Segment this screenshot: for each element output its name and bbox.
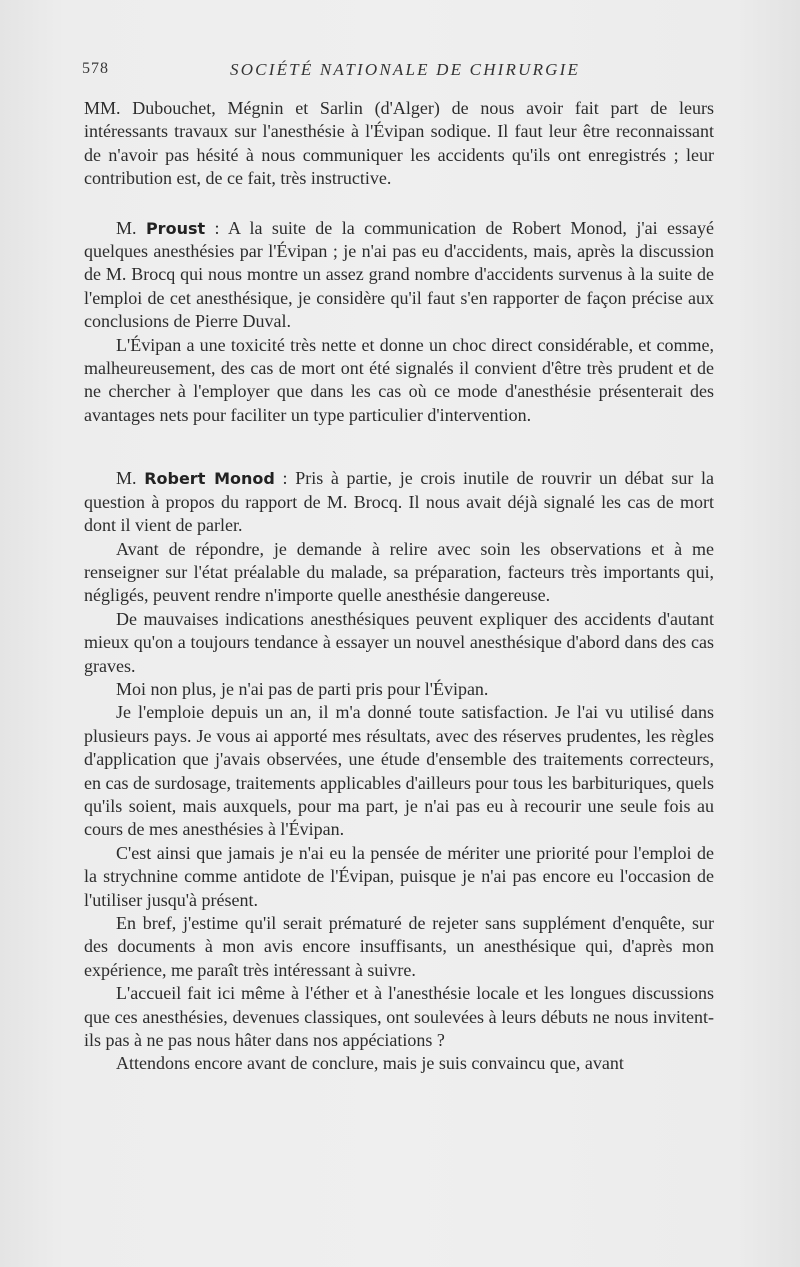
paragraph-monod-intervention [84,467,714,537]
speaker-name-monod: Robert Monod [144,469,275,489]
paragraph-thanks [84,97,714,191]
paragraph-experience [84,701,714,841]
body-text [84,97,714,1076]
paragraph-text: Avant de répondre, je demande à relire avec soin les observations et à me renseigner sur l'état préalable du malade, sa préparation, facteurs très importants qui, négligés, peuvent rendre n'importe quelle anesthésie dangereuse. [84,538,714,606]
paragraph-text: C'est ainsi que jamais je n'ai eu la pensée de mériter une priorité pour l'emploi de la strychnine comme antidote de l'Évipan, puisque je n'ai pas encore eu l'occasion de l'utiliser jusqu'à présent. [84,842,714,910]
paragraph-text: Moi non plus, je n'ai pas de parti pris pour l'Évipan. [116,678,489,699]
paragraph-text: : Pris à partie, je crois inutile de rouvrir un débat sur la question à propos du rapport de M. Brocq. Il nous avait déjà signalé les cas de mort dont il vient de parler. [84,468,714,536]
paragraph-text: Attendons encore avant de conclure, mais je suis convaincu que, avant [116,1053,624,1074]
paragraph-no-bias [84,678,714,701]
paragraph-text: MM. Dubouchet, Mégnin et Sarlin (d'Alger) de nous avoir fait part de leurs intéressants travaux sur l'anesthésie à l'Évipan sodique. Il faut leur être reconnaissant de n'avoir pas hésité à nous communiquer les accidents qu'ils ont enregistrés ; leur contribution est, de ce fait, très instructive. [84,98,714,189]
paragraph-text: En bref, j'estime qu'il serait prématuré de rejeter sans supplément d'enquête, sur des documents à mon avis encore insuffisants, un anesthésique qui, d'après mon expérience, me paraît très intéressant à suivre. [84,913,714,980]
paragraph-conclusion-start [84,1052,714,1075]
paragraph-text: L'accueil fait ici même à l'éther et à l'anesthésie locale et les longues discussions que ces anesthésies, devenues classiques, ont soulevées à leurs débuts ne nous invitent-ils pas à ne pas nous hâter dans nos appéciations ? [84,983,714,1051]
paragraph-evipan-toxicity [84,334,714,428]
page-header [82,60,722,86]
running-title: SOCIÉTÉ NATIONALE DE CHIRURGIE [230,60,581,79]
paragraph-strychnine [84,842,714,912]
paragraph-text: L'Évipan a une toxicité très nette et donne un choc direct considérable, et comme, malheureusement, des cas de mort ont été signalés il convient d'être très prudent et de ne chercher à l'employer que dans les cas où ce mode d'anesthésie présenterait des avantages nets pour faciliter un type particulier d'intervention. [84,334,714,425]
paragraph-ether-reception [84,982,714,1052]
paragraph-proust-intervention [84,217,714,334]
speaker-prefix: M. [116,217,146,238]
paragraph-text: Je l'emploie depuis un an, il m'a donné toute satisfaction. Je l'ai vu utilisé dans plusieurs pays. Je vous ai apporté mes résultats, avec des réserves prudentes, les règles d'application que j'avais observées, une étude d'ensemble des traitements correcteurs, en cas de surdosage, traitements applicables d'ailleurs pour tous les barbituriques, quels qu'ils soient, mais auxquels, pour ma part, je n'ai pas eu à recourir une seule fois au cours de mes anesthésies à l'Évipan. [84,702,714,840]
paragraph-in-short [84,912,714,982]
paragraph-text: : A la suite de la communication de Robert Monod, j'ai essayé quelques anesthésies par l'Évipan ; je n'ai pas eu d'accidents, mais, après la discussion de M. Brocq qui nous montre un assez grand nombre d'accidents survenus à la suite de l'emploi de cet anesthésique, je considère qu'il faut s'en rapporter de façon précise aux conclusions de Pierre Duval. [84,217,714,332]
paragraph-text: De mauvaises indications anesthésiques peuvent expliquer des accidents d'autant mieux qu'on a toujours tendance à essayer un nouvel anesthésique d'abord dans des cas graves. [84,608,714,676]
paragraph-bad-indications [84,608,714,678]
speaker-name-proust: Proust [145,218,206,238]
paragraph-before-answering [84,538,714,608]
speaker-prefix: M. [116,468,145,489]
page-number: 578 [82,60,109,77]
